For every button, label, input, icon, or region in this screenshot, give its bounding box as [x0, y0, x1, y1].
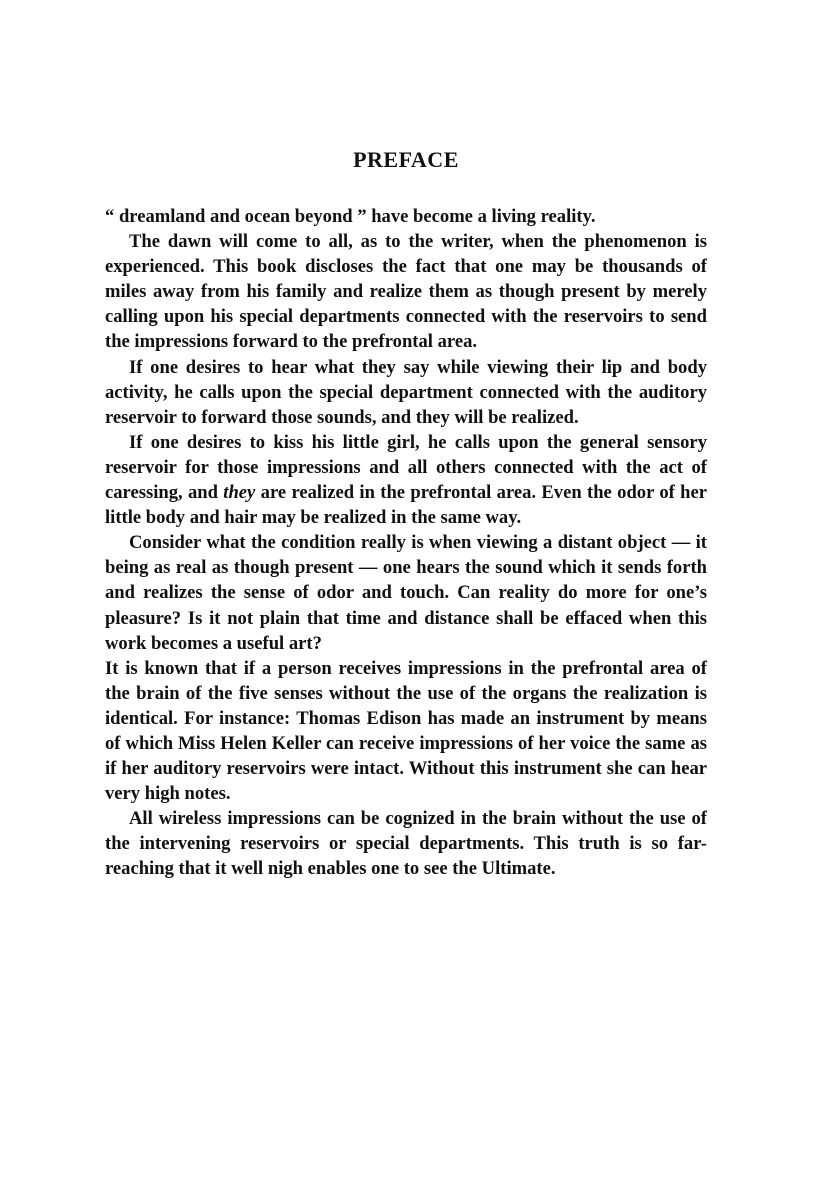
book-page: [105, 146, 707, 882]
emphasized-word: they: [223, 482, 256, 504]
paragraph-text: “ dreamland and ocean beyond ” have become a living reality.: [105, 206, 596, 227]
paragraph-text: If one desires to hear what they say while viewing their lip and body activity, he calls upon the special department connected with the auditory reservoir to forward those sounds, and they will be realized.: [105, 356, 707, 428]
paragraph: [105, 229, 707, 354]
paragraph-text: Consider what the condition really is when viewing a distant object — it being as real as though present — one hears the sound which it sends forth and realizes the sense of odor and touch. Can reality do more for one’s pleasure? Is it not plain that time and distance shall be effaced when this work becomes a useful art?: [105, 532, 707, 654]
paragraph: [105, 656, 707, 807]
paragraph-text: All wireless impressions can be cognized in the brain without the use of the intervening reservoirs or special departments. This truth is so far-reaching that it well nigh enables one to see the Ultimate.: [105, 808, 707, 880]
paragraph: [105, 530, 707, 655]
paragraph-text: The dawn will come to all, as to the writer, when the phenomenon is experienced. This book discloses the fact that one may be thousands of miles away from his family and realize them as though present by merely calling upon his special departments connected with the reservoirs to send the impressions forward to the prefrontal area.: [105, 231, 707, 353]
paragraph-text: If one desires to kiss his little girl, he calls upon the general sensory reservoir for those impressions and all others connected with the act of caressing, and: [105, 431, 707, 504]
paragraph: [105, 806, 707, 881]
paragraph-text: are realized in the prefrontal area. Even the odor of her little body and hair may be realized in the same way.: [105, 482, 707, 529]
preface-body: [105, 204, 707, 882]
paragraph: [105, 430, 707, 530]
paragraph-text: It is known that if a person receives impressions in the prefrontal area of the brain of the five senses without the use of the organs the realization is identical. For instance: Thomas Edison has made an instrument by means of which Miss Helen Keller can receive impressions of her voice the same as if her auditory reservoirs were intact. Without this instrument she can hear very high notes.: [105, 657, 707, 805]
paragraph: [105, 204, 707, 229]
page-title: PREFACE: [353, 147, 459, 172]
paragraph: [105, 355, 707, 430]
